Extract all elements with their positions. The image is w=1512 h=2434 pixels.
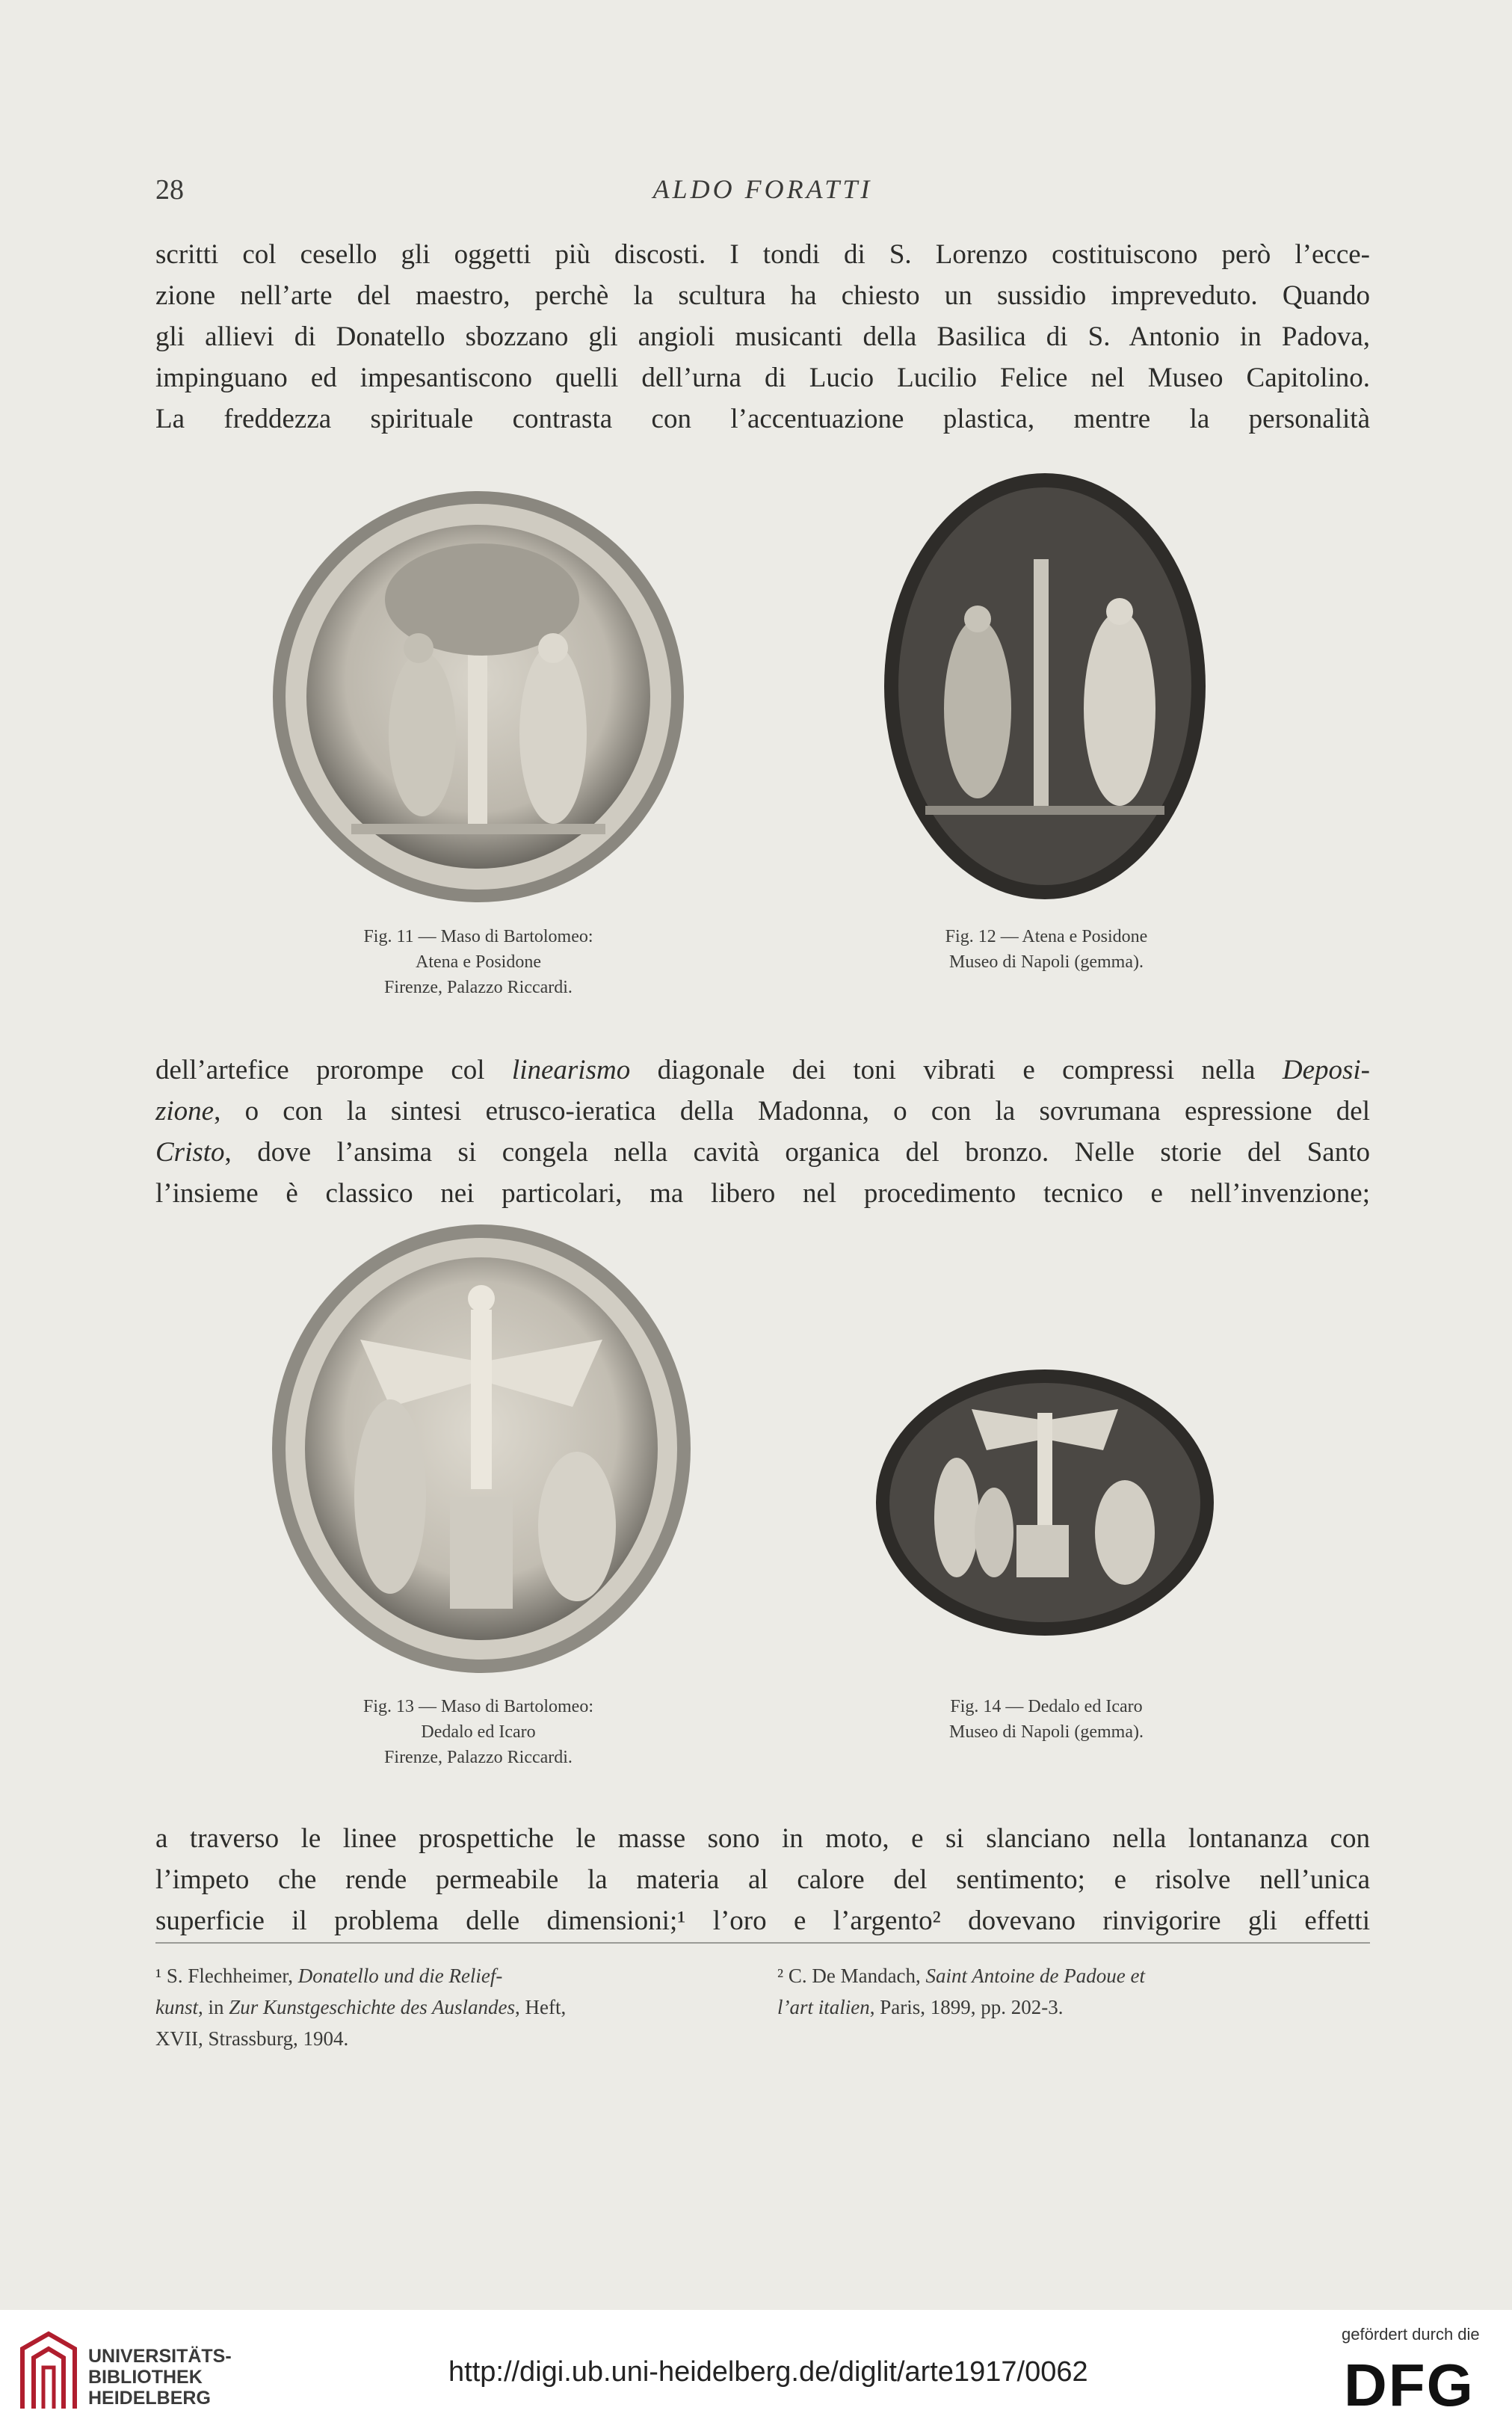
- figure-12-caption: [889, 924, 1203, 975]
- funded-by-text: gefördert durch die: [1342, 2325, 1480, 2344]
- figure-14-caption: [889, 1694, 1203, 1745]
- caption-line: Fig. 13 — Maso di Bartolomeo:: [363, 1697, 593, 1716]
- figure-11-caption: [314, 924, 643, 1000]
- dfg-logo: DFG: [1344, 2352, 1475, 2418]
- caption-line: Dedalo ed Icaro: [421, 1722, 536, 1742]
- text-line: La freddezza spirituale contrasta con l’accentuazione plastica, mentre la personalità: [155, 404, 1370, 434]
- text-line: gli allievi di Donatello sbozzano gli angioli musicanti della Basilica di S. Antonio in Padova,: [155, 321, 1370, 352]
- text-line: zione nell’arte del maestro, perchè la scultura ha chiesto un sussidio impreveduto. Quando: [155, 280, 1370, 311]
- text-line: dell’artefice prorompe col linearismo diagonale dei toni vibrati e compressi nella Deposi-: [155, 1055, 1370, 1085]
- text-line: Cristo, dove l’ansima si congela nella cavità organica del bronzo. Nelle storie del Santo: [155, 1137, 1370, 1168]
- caption-line: Atena e Posidone: [416, 952, 541, 972]
- text-line: zione, o con la sintesi etrusco-ieratica della Madonna, o con la sovrumana espressione del: [155, 1096, 1370, 1127]
- footnote-1: ¹ S. Flechheimer, Donatello und die Relief- kunst, in Zur Kunstgeschichte des Auslandes, Heft, XVII, Strassburg, 1904.: [155, 1965, 567, 2050]
- figure-13-caption: [314, 1694, 643, 1770]
- running-head: ALDO FORATTI: [652, 174, 873, 204]
- figure-13-relief-image: [271, 1220, 692, 1677]
- figure-12-gem-image: [880, 469, 1209, 903]
- university-library-logo-icon: [15, 2326, 84, 2416]
- footnote-2: ² C. De Mandach, Saint Antoine de Padoue et l’art italien, Paris, 1899, pp. 202-3.: [777, 1965, 1145, 2018]
- page-header: [155, 173, 1370, 218]
- text-line: impinguano ed impesantiscono quelli dell’urna di Lucio Lucilio Felice nel Museo Capitolino.: [155, 363, 1370, 393]
- text-line: superficie il problema delle dimensioni;¹ l’oro e l’argento² dovevano rinvigorire gli effetti: [155, 1905, 1370, 1936]
- caption-line: Museo di Napoli (gemma).: [949, 1722, 1144, 1742]
- paragraph-2: [155, 1050, 1370, 1214]
- figure-14-gem-image: [874, 1368, 1215, 1637]
- text-line: a traverso le linee prospettiche le masse sono in moto, e si slanciano nella lontananza con: [155, 1823, 1370, 1854]
- paragraph-1: [155, 234, 1370, 440]
- text-line: l’insieme è classico nei particolari, ma libero nel procedimento tecnico e nell’invenzione;: [155, 1178, 1370, 1209]
- library-name: UNIVERSITÄTS- BIBLIOTHEK HEIDELBERG: [88, 2346, 232, 2409]
- caption-line: Fig. 11 — Maso di Bartolomeo:: [363, 927, 593, 946]
- caption-line: Firenze, Palazzo Riccardi.: [384, 1748, 573, 1767]
- caption-line: Firenze, Palazzo Riccardi.: [384, 978, 573, 997]
- footnote-rule: [155, 1942, 1370, 1944]
- figure-11-relief-image: [269, 487, 688, 906]
- page-number: 28: [155, 174, 184, 206]
- caption-line: Fig. 12 — Atena e Posidone: [945, 927, 1148, 946]
- text-line: l’impeto che rende permeabile la materia al calore del sentimento; e risolve nell’unica: [155, 1864, 1370, 1895]
- caption-line: Museo di Napoli (gemma).: [949, 952, 1144, 972]
- paragraph-3: [155, 1818, 1370, 1941]
- permalink-url[interactable]: http://digi.ub.uni-heidelberg.de/diglit/arte1917/0062: [448, 2356, 1088, 2388]
- caption-line: Fig. 14 — Dedalo ed Icaro: [950, 1697, 1143, 1716]
- text-line: scritti col cesello gli oggetti più discosti. I tondi di S. Lorenzo costituiscono però l’ecce-: [155, 239, 1370, 270]
- footer-bar: [0, 2310, 1512, 2434]
